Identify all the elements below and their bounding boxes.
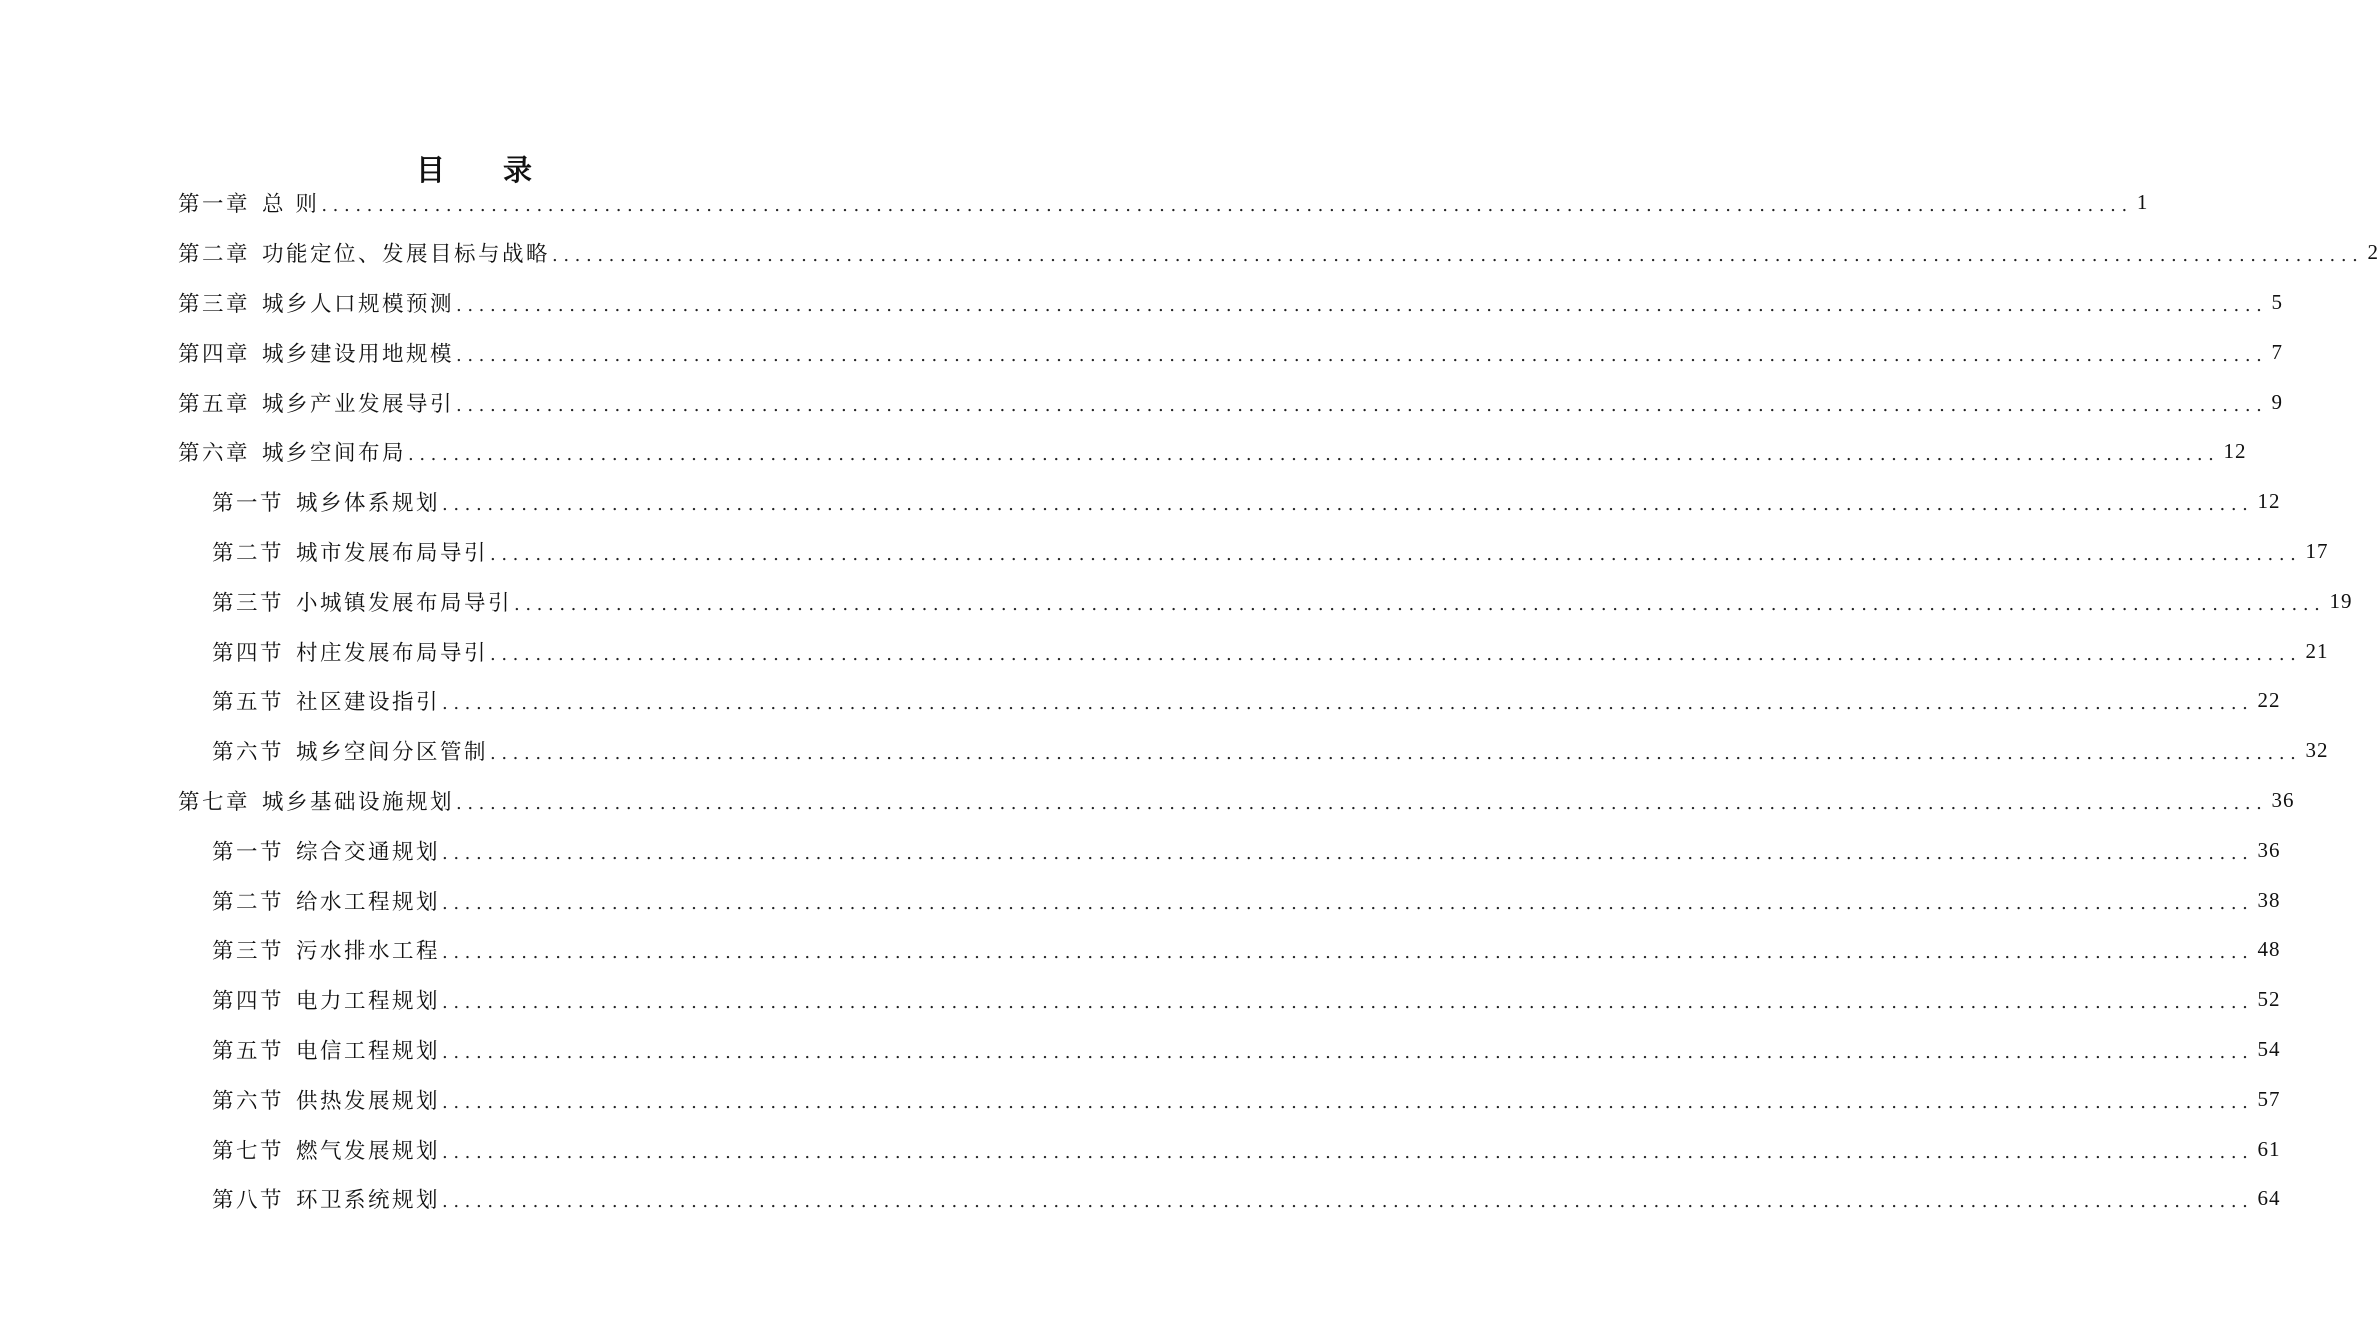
- toc-page-number: 36: [2257, 837, 2281, 862]
- toc-entry-number: 第二节: [212, 889, 285, 915]
- toc-page-number: 17: [2305, 538, 2329, 563]
- toc-entry-label: [178, 237, 550, 268]
- toc-chapter-entry[interactable]: [178, 427, 2247, 477]
- toc-entry-text: 给水工程规划: [296, 889, 441, 915]
- toc-page-number: 57: [2257, 1086, 2281, 1111]
- toc-entry-text: 村庄发展布局导引: [296, 640, 489, 666]
- toc-entry-text: 小城镇发展布局导引: [296, 590, 513, 616]
- toc-entry-text: 环卫系统规划: [296, 1188, 441, 1214]
- toc-entry-label: [178, 387, 454, 418]
- toc-list: [0, 178, 2379, 1224]
- toc-dot-leader: ................................................................................................................................................................: [442, 1191, 2254, 1213]
- toc-entry-label: [212, 1134, 440, 1165]
- toc-entry-number: 第四章: [178, 341, 251, 367]
- toc-page-number: 19: [2329, 588, 2353, 613]
- toc-entry-text: 城乡建设用地规模: [262, 341, 455, 367]
- toc-dot-leader: ................................................................................................................................................................: [514, 593, 2326, 615]
- toc-entry-text: 城市发展布局导引: [296, 540, 489, 566]
- toc-entry-number: 第二章: [178, 242, 251, 268]
- toc-dot-leader: ................................................................................................................................................................: [456, 394, 2268, 416]
- toc-entry-text: 功能定位、发展目标与战略: [262, 242, 551, 268]
- toc-chapter-entry[interactable]: [178, 327, 2283, 377]
- toc-dot-leader: ................................................................................................................................................................: [456, 294, 2268, 316]
- toc-section-entry[interactable]: [212, 527, 2329, 577]
- toc-dot-leader: ................................................................................................................................................................: [442, 693, 2254, 715]
- toc-entry-number: 第五章: [178, 391, 251, 417]
- toc-entry-number: 第四节: [212, 989, 285, 1015]
- toc-dot-leader: ................................................................................................................................................................: [408, 444, 2220, 466]
- toc-dot-leader: ................................................................................................................................................................: [442, 1091, 2254, 1113]
- toc-entry-number: 第一节: [212, 839, 285, 865]
- toc-dot-leader: ................................................................................................................................................................: [442, 494, 2254, 516]
- toc-entry-label: [212, 984, 440, 1015]
- toc-page-number: 5: [2271, 289, 2283, 314]
- toc-entry-number: 第三章: [178, 291, 251, 317]
- toc-section-entry[interactable]: [212, 676, 2281, 726]
- toc-section-entry[interactable]: [212, 975, 2281, 1025]
- toc-section-entry[interactable]: [212, 576, 2353, 626]
- toc-section-entry[interactable]: [212, 1174, 2281, 1224]
- toc-section-entry[interactable]: [212, 726, 2329, 776]
- toc-entry-label: [212, 536, 488, 567]
- toc-page-number: 7: [2271, 339, 2283, 364]
- toc-page-number: 12: [2223, 439, 2247, 464]
- toc-page-number: 2: [2367, 240, 2379, 265]
- toc-entry-number: 第一章: [178, 192, 251, 218]
- toc-section-entry[interactable]: [212, 477, 2281, 527]
- toc-entry-label: [212, 486, 440, 517]
- toc-entry-label: [212, 1084, 440, 1115]
- toc-chapter-entry[interactable]: [178, 377, 2283, 427]
- toc-dot-leader: ................................................................................................................................................................: [442, 992, 2254, 1014]
- toc-dot-leader: ................................................................................................................................................................: [456, 344, 2268, 366]
- toc-entry-number: 第四节: [212, 640, 285, 666]
- toc-entry-label: [212, 835, 440, 866]
- toc-chapter-entry[interactable]: [178, 776, 2295, 826]
- toc-section-entry[interactable]: [212, 1074, 2281, 1124]
- toc-page-number: 38: [2257, 887, 2281, 912]
- toc-page-number: 21: [2305, 638, 2329, 663]
- toc-chapter-entry[interactable]: [178, 278, 2283, 328]
- toc-dot-leader: ................................................................................................................................................................: [442, 892, 2254, 914]
- toc-entry-text: 电力工程规划: [296, 989, 441, 1015]
- toc-page-number: 32: [2305, 738, 2329, 763]
- toc-entry-number: 第二节: [212, 540, 285, 566]
- toc-dot-leader: ................................................................................................................................................................: [552, 245, 2364, 267]
- toc-entry-label: [212, 934, 440, 965]
- toc-entry-text: 城乡空间分区管制: [296, 740, 489, 766]
- toc-entry-number: 第三节: [212, 590, 285, 616]
- toc-entry-text: 电信工程规划: [296, 1038, 441, 1064]
- toc-entry-text: 总 则: [262, 192, 320, 218]
- toc-section-entry[interactable]: [212, 825, 2281, 875]
- toc-entry-text: 城乡空间布局: [262, 441, 407, 467]
- toc-entry-text: 城乡基础设施规划: [262, 789, 455, 815]
- toc-entry-text: 综合交通规划: [296, 839, 441, 865]
- toc-dot-leader: ................................................................................................................................................................: [442, 842, 2254, 864]
- toc-entry-number: 第六章: [178, 441, 251, 467]
- toc-page-number: 48: [2257, 937, 2281, 962]
- toc-section-entry[interactable]: [212, 1124, 2281, 1174]
- toc-dot-leader: ................................................................................................................................................................: [490, 743, 2302, 765]
- toc-entry-number: 第七章: [178, 789, 251, 815]
- toc-section-entry[interactable]: [212, 626, 2329, 676]
- toc-page-number: 36: [2271, 787, 2295, 812]
- toc-entry-label: [212, 1183, 440, 1214]
- toc-entry-label: [178, 436, 406, 467]
- toc-entry-text: 社区建设指引: [296, 690, 441, 716]
- toc-dot-leader: ................................................................................................................................................................: [456, 792, 2268, 814]
- toc-entry-label: [212, 1034, 440, 1065]
- toc-entry-number: 第七节: [212, 1138, 285, 1164]
- toc-page-number: 64: [2257, 1186, 2281, 1211]
- toc-page-number: 12: [2257, 489, 2281, 514]
- toc-entry-number: 第五节: [212, 690, 285, 716]
- toc-dot-leader: ................................................................................................................................................................: [442, 1041, 2254, 1063]
- toc-entry-label: [178, 785, 454, 816]
- toc-chapter-entry[interactable]: [178, 178, 2149, 228]
- toc-entry-number: 第五节: [212, 1038, 285, 1064]
- toc-dot-leader: ................................................................................................................................................................: [442, 942, 2254, 964]
- toc-entry-text: 城乡人口规模预测: [262, 291, 455, 317]
- toc-page-number: 61: [2257, 1136, 2281, 1161]
- toc-entry-number: 第一节: [212, 491, 285, 517]
- toc-entry-text: 燃气发展规划: [296, 1138, 441, 1164]
- toc-title-left: 目: [415, 153, 447, 188]
- toc-entry-number: 第六节: [212, 1088, 285, 1114]
- toc-title-right: 录: [503, 153, 535, 188]
- toc-page-number: 52: [2257, 987, 2281, 1012]
- toc-entry-number: 第八节: [212, 1188, 285, 1214]
- toc-entry-label: [212, 636, 488, 667]
- toc-section-entry[interactable]: [212, 925, 2281, 975]
- toc-chapter-entry[interactable]: [178, 228, 2379, 278]
- toc-dot-leader: ................................................................................................................................................................: [442, 1141, 2254, 1163]
- toc-entry-label: [212, 685, 440, 716]
- toc-dot-leader: ................................................................................................................................................................: [490, 543, 2302, 565]
- toc-page-number: 22: [2257, 688, 2281, 713]
- toc-page-number: 9: [2271, 389, 2283, 414]
- toc-entry-label: [212, 885, 440, 916]
- toc-section-entry[interactable]: [212, 1025, 2281, 1075]
- toc-section-entry[interactable]: [212, 875, 2281, 925]
- toc-entry-label: [212, 586, 512, 617]
- toc-page-number: 54: [2257, 1036, 2281, 1061]
- toc-entry-number: 第六节: [212, 740, 285, 766]
- toc-entry-text: 城乡体系规划: [296, 491, 441, 517]
- toc-entry-label: [178, 187, 319, 218]
- toc-entry-label: [212, 735, 488, 766]
- toc-entry-label: [178, 287, 454, 318]
- toc-entry-number: 第三节: [212, 939, 285, 965]
- toc-entry-text: 供热发展规划: [296, 1088, 441, 1114]
- toc-entry-text: 污水排水工程: [296, 939, 441, 965]
- toc-entry-label: [178, 337, 454, 368]
- toc-page-number: 1: [2136, 190, 2149, 215]
- toc-entry-text: 城乡产业发展导引: [262, 391, 455, 417]
- toc-dot-leader: ................................................................................................................................................................: [490, 643, 2302, 665]
- toc-dot-leader: ................................................................................................................................................................: [321, 195, 2133, 217]
